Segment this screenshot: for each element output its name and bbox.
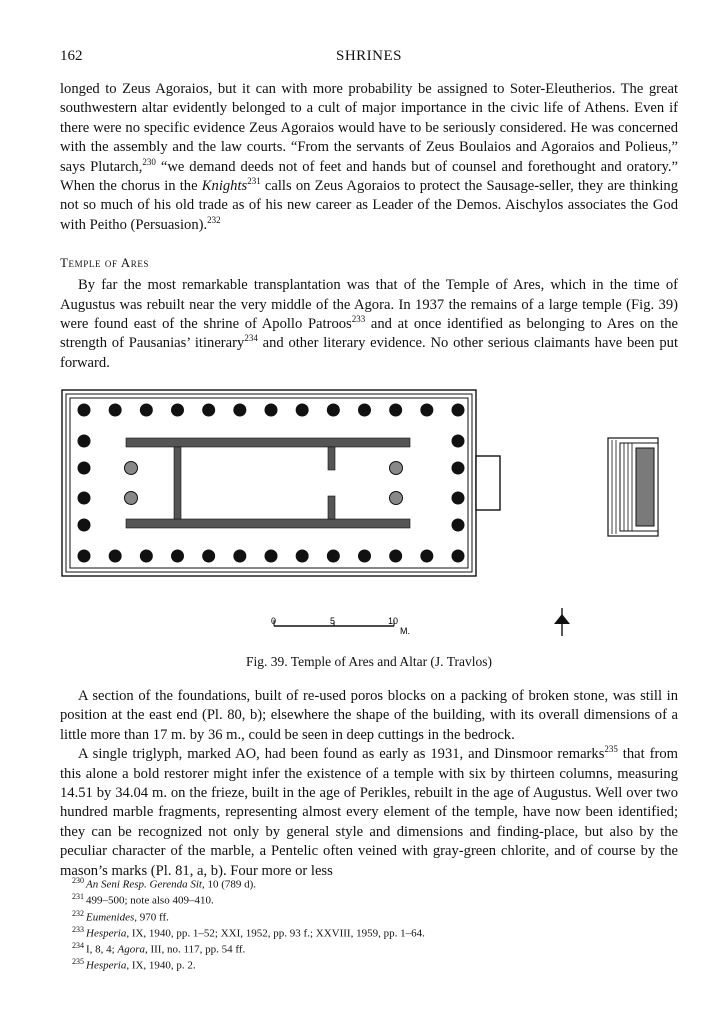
column-north-4 — [202, 404, 215, 417]
footnote-231: $^{231}$ 499–500; note also 409–410. — [72, 892, 214, 907]
page-number: 162 — [60, 48, 83, 64]
section-heading: Temple of Ares — [60, 255, 150, 271]
north-arrow-icon — [554, 608, 570, 636]
column-south-11 — [420, 550, 433, 563]
platform-step-2 — [70, 398, 468, 568]
column-north-7 — [296, 404, 309, 417]
porch-columns — [125, 462, 403, 505]
column-north-12 — [452, 404, 465, 417]
column-south-6 — [265, 550, 278, 563]
footnote-ref-235[interactable]: 235 — [604, 744, 618, 755]
altar-plan — [608, 438, 658, 536]
column-south-0 — [78, 550, 91, 563]
figure-39 — [60, 388, 678, 668]
column-south-9 — [358, 550, 371, 563]
footnote-234: $^{234}$ I, 8, 4; Agora, III, no. 117, pp. 54 ff. — [72, 941, 246, 956]
scale-bar — [271, 616, 410, 636]
column-north-1 — [109, 404, 122, 417]
paragraph-4: A single triglyph, marked AO, had been found as early as 1931, and Dinsmoor remarks$^{235}$ that from this alone a bold restorer might infer the existence of a temple with six by thirteen columns, measuring 14.51 by 34.04 m. on the frieze, built in the age of Perikles, rebuilt in the age of Augustus. Well over two hundred marble fragments, representing almost every element of the temple, have now been identified; they can be recognized not only by general style and dimensions and finding-place, but also by the peculiar character of the marble, a Pentelic often veined with gray-green chlorite, and of course by the mason’s marks (Pl. 81, a, b). Four more or less — [60, 744, 678, 879]
column-south-7 — [296, 550, 309, 563]
footnotes — [60, 875, 678, 973]
footnote-230: $^{230}$ An Seni Resp. Gerenda Sit, 10 (789 d). — [72, 876, 257, 891]
cella-walls — [126, 438, 410, 528]
footnote-ref-232[interactable]: 232 — [207, 214, 221, 225]
temple-plan-drawing — [60, 388, 678, 668]
page — [60, 40, 678, 972]
column-west-0 — [78, 435, 91, 448]
column-south-8 — [327, 550, 340, 563]
running-title: SHRINES — [335, 48, 402, 64]
east-ramp — [476, 456, 500, 510]
scale-label-0: 0 — [271, 616, 277, 626]
column-east-3 — [452, 519, 465, 532]
column-north-10 — [389, 404, 402, 417]
footnote-235: $^{235}$ Hesperia, IX, 1940, p. 2. — [72, 957, 196, 972]
footnote-232: $^{232}$ Eumenides, 970 ff. — [72, 908, 169, 924]
column-south-4 — [202, 550, 215, 563]
column-west-1 — [78, 462, 91, 475]
body-text — [60, 80, 678, 373]
column-north-2 — [140, 404, 153, 417]
paragraph-1: longed to Zeus Agoraios, but it can with more probability be assigned to Soter-Eleutherios. The great southwestern altar evidently belonged to a cult of major importance in the civic life of Athens. Even if there were no specific evidence Zeus Agoraios would have to be seriously considered. He was concerned with the assembly and the law courts. “From the servants of Zeus Boulaios and Agoraios and Polieus,” says Plutarch,$^{230}$ “we demand deeds not of feet and hands but of counsel and forethought and oratory.” When the chorus in the Knights$^{231}$ calls on Zeus Agoraios to protect the Sausage-seller, they are thinking not so much of his old trade as of his new career as Leader of the Demos. Aischylos associates the God with Peitho (Persuasion).$^{232}$ — [60, 81, 678, 233]
column-north-6 — [265, 404, 278, 417]
column-south-10 — [389, 550, 402, 563]
figure-caption: Fig. 39. Temple of Ares and Altar (J. Travlos) — [246, 654, 492, 669]
platform-outer — [62, 390, 476, 576]
column-west-2 — [78, 492, 91, 505]
column-south-1 — [109, 550, 122, 563]
column-north-3 — [171, 404, 184, 417]
column-south-12 — [452, 550, 465, 563]
column-south-5 — [233, 550, 246, 563]
column-north-8 — [327, 404, 340, 417]
platform-step-1 — [66, 394, 472, 572]
body-text-continued — [60, 687, 678, 881]
paragraph-3: A section of the foundations, built of re-used poros blocks on a packing of broken stone, was still in position at the east end (Pl. 80, b); elsewhere the shape of the building, with its overall dimensions of a little more than 17 m. by 36 m., could be seen in deep cuttings in the bedrock. — [60, 688, 678, 743]
column-north-11 — [420, 404, 433, 417]
column-south-2 — [140, 550, 153, 563]
scale-unit: M. — [400, 626, 410, 636]
column-north-5 — [233, 404, 246, 417]
column-north-9 — [358, 404, 371, 417]
column-east-0 — [452, 435, 465, 448]
footnote-ref-234[interactable]: 234 — [244, 333, 258, 344]
column-east-2 — [452, 492, 465, 505]
footnote-ref-231[interactable]: 231 — [247, 176, 261, 187]
footnote-233: $^{233}$ Hesperia, IX, 1940, pp. 1–52; XXI, 1952, pp. 93 f.; XXVIII, 1959, pp. 1–64. — [72, 924, 425, 940]
column-west-3 — [78, 519, 91, 532]
page-header — [60, 40, 678, 66]
scale-label-10: 10 — [388, 616, 399, 626]
footnote-ref-230[interactable]: 230 — [142, 156, 156, 167]
paragraph-2: By far the most remarkable transplantation was that of the Temple of Ares, which in the time of Augustus was rebuilt near the very middle of the Agora. In 1937 the remains of a large temple (Fig. 39) were found east of the shrine of Apollo Patroos$^{233}$ and at once identified as belonging to Ares on the strength of Pausanias’ itinerary$^{234}$ and other literary evidence. No other serious claimants have been put forward. — [60, 277, 678, 371]
footnote-ref-233[interactable]: 233 — [351, 314, 366, 325]
column-east-1 — [452, 462, 465, 475]
scale-label-5: 5 — [330, 616, 336, 626]
column-north-0 — [78, 404, 91, 417]
column-south-3 — [171, 550, 184, 563]
peristyle-columns — [78, 404, 465, 563]
